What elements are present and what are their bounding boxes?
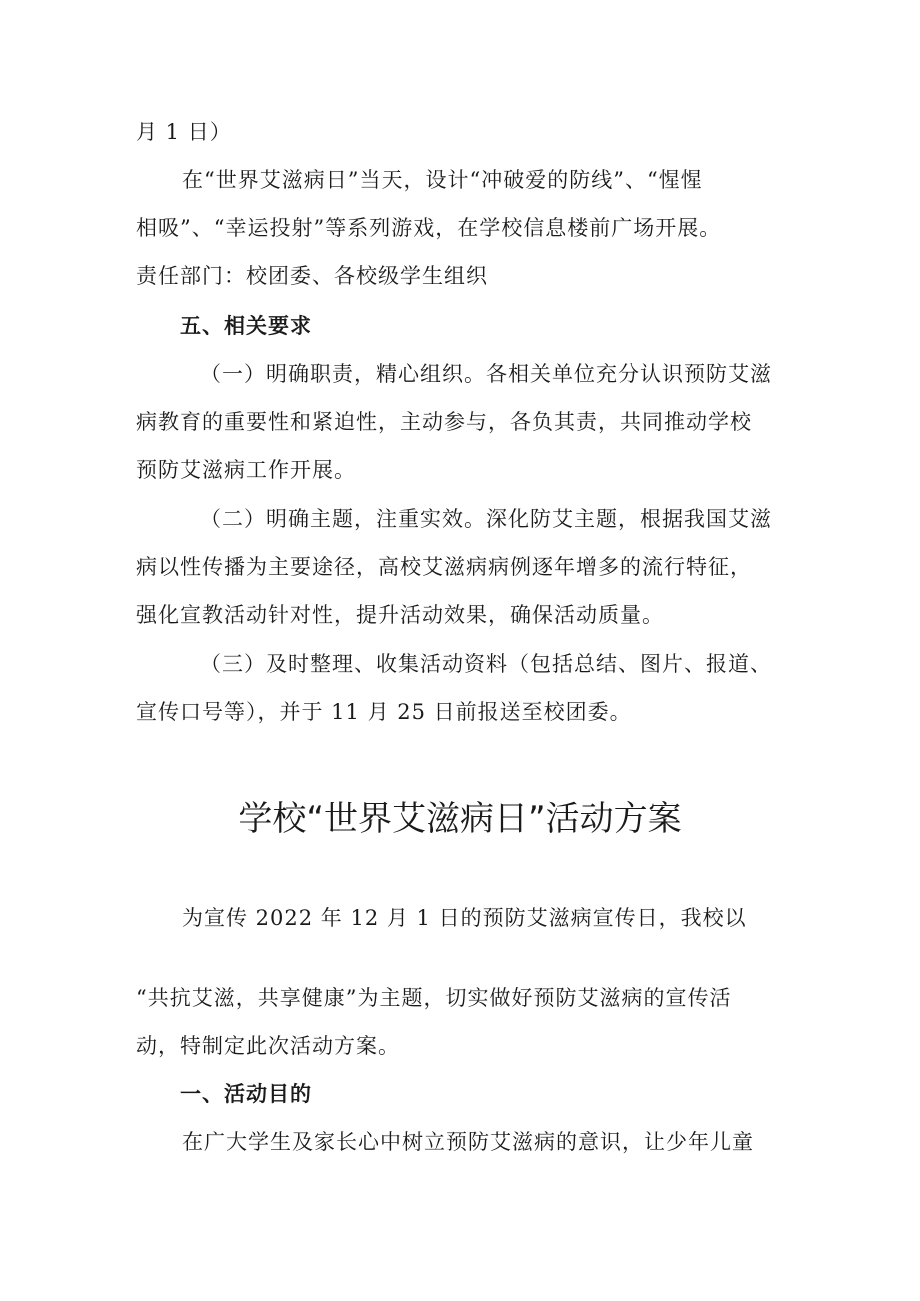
text-line: 预防艾滋病工作开展。: [136, 458, 356, 482]
text-line: 病教育的重要性和紧迫性，主动参与，各负其责，共同推动学校: [136, 410, 752, 434]
text-line: 相吸”、“幸运投射”等系列游戏，在学校信息楼前广场开展。: [136, 216, 722, 240]
section-heading: 一、活动目的: [180, 1082, 312, 1106]
document-title: 学校“世界艾滋病日”活动方案: [238, 799, 682, 839]
text-line: （一）明确职责，精心组织。各相关单位充分认识预防艾滋: [200, 362, 772, 386]
text-line: （二）明确主题，注重实效。深化防艾主题，根据我国艾滋: [200, 507, 772, 531]
text-line: 动，特制定此次活动方案。: [136, 1034, 400, 1058]
text-line: 病以性传播为主要途径，高校艾滋病病例逐年增多的流行特征，: [136, 555, 752, 579]
text-line: 为宣传 2022 年 12 月 1 日的预防艾滋病宣传日，我校以: [182, 906, 747, 930]
text-line: 月 1 日）: [136, 120, 232, 144]
section-heading: 五、相关要求: [180, 314, 312, 338]
text-line: 宣传口号等），并于 11 月 25 日前报送至校团委。: [136, 700, 632, 724]
text-line: 责任部门：校团委、各校级学生组织: [136, 264, 488, 288]
text-line: 强化宣教活动针对性，提升活动效果，确保活动质量。: [136, 603, 664, 627]
text-line: 在“世界艾滋病日”当天，设计“冲破爱的防线”、“惺惺: [182, 168, 703, 192]
text-line: 在广大学生及家长心中树立预防艾滋病的意识，让少年儿童: [182, 1130, 754, 1154]
text-line: “共抗艾滋，共享健康”为主题，切实做好预防艾滋病的宣传活: [136, 986, 732, 1010]
text-line: （三）及时整理、收集活动资料（包括总结、图片、报道、: [200, 652, 772, 676]
